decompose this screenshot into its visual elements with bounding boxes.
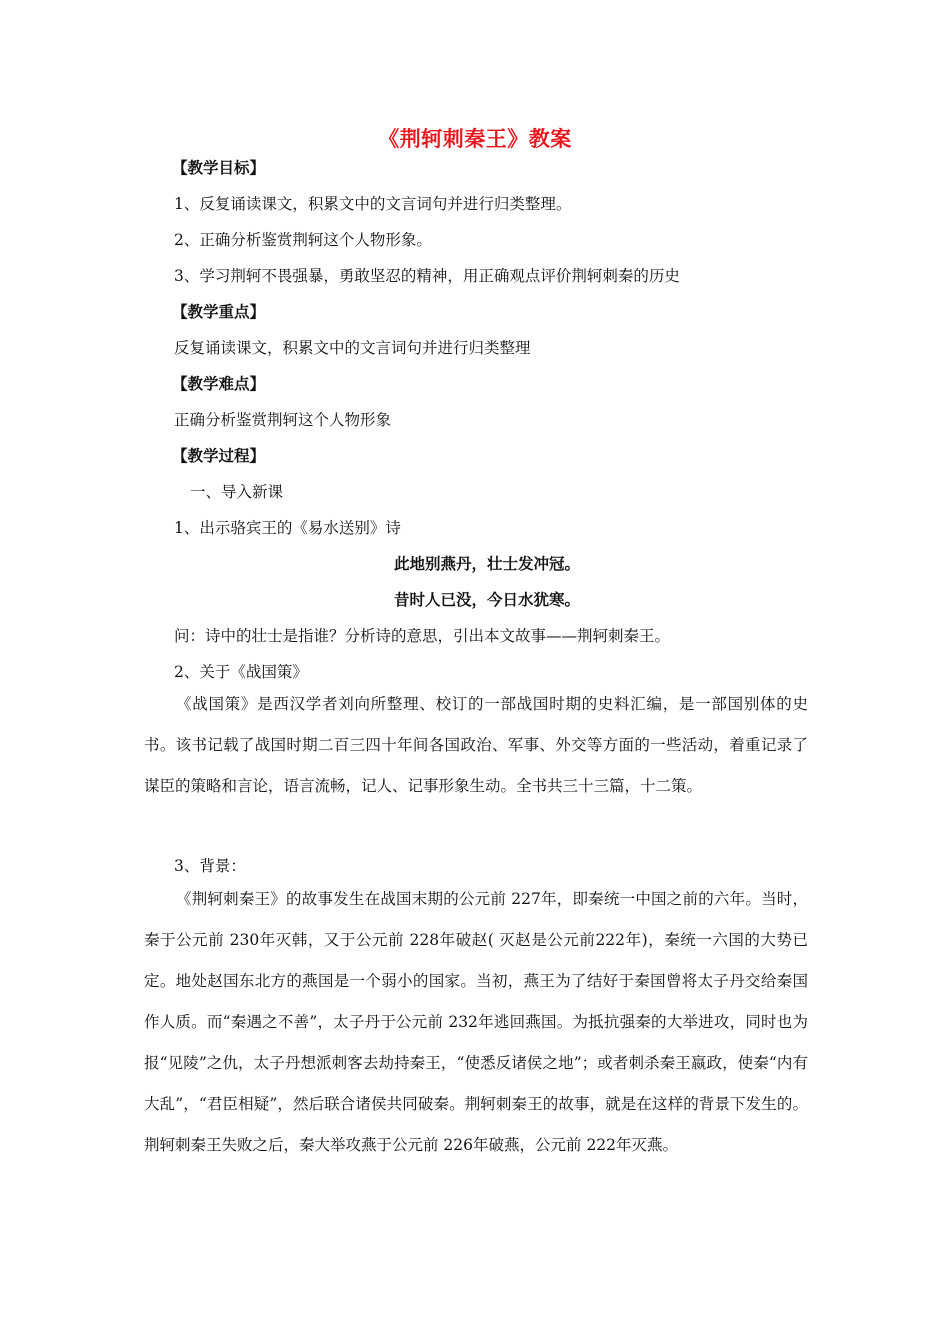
key-points-text: 反复诵读课文，积累文中的文言词句并进行归类整理 bbox=[174, 339, 531, 357]
objective-item: 1、反复诵读课文，积累文中的文言词句并进行归类整理。 bbox=[174, 195, 572, 213]
difficulties-heading: 【教学难点】 bbox=[172, 375, 266, 393]
question-text: 问：诗中的壮士是指谁？分析诗的意思，引出本文故事——荆轲刺秦王。 bbox=[174, 627, 671, 645]
process-heading: 【教学过程】 bbox=[172, 447, 266, 465]
objectives-heading: 【教学目标】 bbox=[172, 159, 266, 177]
objective-item: 2、正确分析鉴赏荆轲这个人物形象。 bbox=[174, 231, 432, 249]
zhanguoce-paragraph: 《战国策》是西汉学者刘向所整理、校订的一部战国时期的史料汇编，是一部国别体的史书。该书记载了战国时期二百三四十年间各国政治、军事、外交等方面的一些活动，着重记录了谋臣的策略和言论，语言流畅，记人、记事形象生动。全书共三十三篇，十二策。 bbox=[144, 695, 808, 795]
background-paragraph: 《荆轲刺秦王》的故事发生在战国末期的公元前 227年，即秦统一中国之前的六年。当时，秦于公元前 230年灭韩，又于公元前 228年破赵( 灭赵是公元前222年)，秦统一六国的大势已定。地处赵国东北方的燕国是一个弱小的国家。当初，燕王为了结好于秦国曾将太子丹交给秦国作人质。而“秦遇之不善”，太子丹于公元前 232年逃回燕国。为抵抗强秦的大举进攻，同时也为报“见陵”之仇，太子丹想派刺客去劫持秦王，“使悉反诸侯之地”；或者刺杀秦王嬴政，使秦“内有大乱”，“君臣相疑”，然后联合诸侯共同破秦。荆轲刺秦王的故事，就是在这样的背景下发生的。荆轲刺秦王失败之后，秦大举攻燕于公元前 226年破燕，公元前 222年灭燕。 bbox=[144, 890, 808, 1154]
step-background: 3、背景： bbox=[174, 857, 246, 875]
difficulties-text: 正确分析鉴赏荆轲这个人物形象 bbox=[174, 411, 392, 429]
key-points-heading: 【教学重点】 bbox=[172, 303, 266, 321]
document-title: 《荆轲刺秦王》教案 bbox=[378, 127, 572, 151]
step-poem: 1、出示骆宾王的《易水送别》诗 bbox=[174, 519, 401, 537]
section-intro: 一、导入新课 bbox=[190, 483, 284, 501]
poem-line: 昔时人已没，今日水犹寒。 bbox=[393, 591, 580, 609]
poem-line: 此地别燕丹，壮士发冲冠。 bbox=[393, 555, 580, 573]
step-zhanguoce: 2、关于《战国策》 bbox=[174, 663, 308, 681]
objective-item: 3、学习荆轲不畏强暴，勇敢坚忍的精神，用正确观点评价荆轲刺秦的历史 bbox=[174, 267, 680, 285]
